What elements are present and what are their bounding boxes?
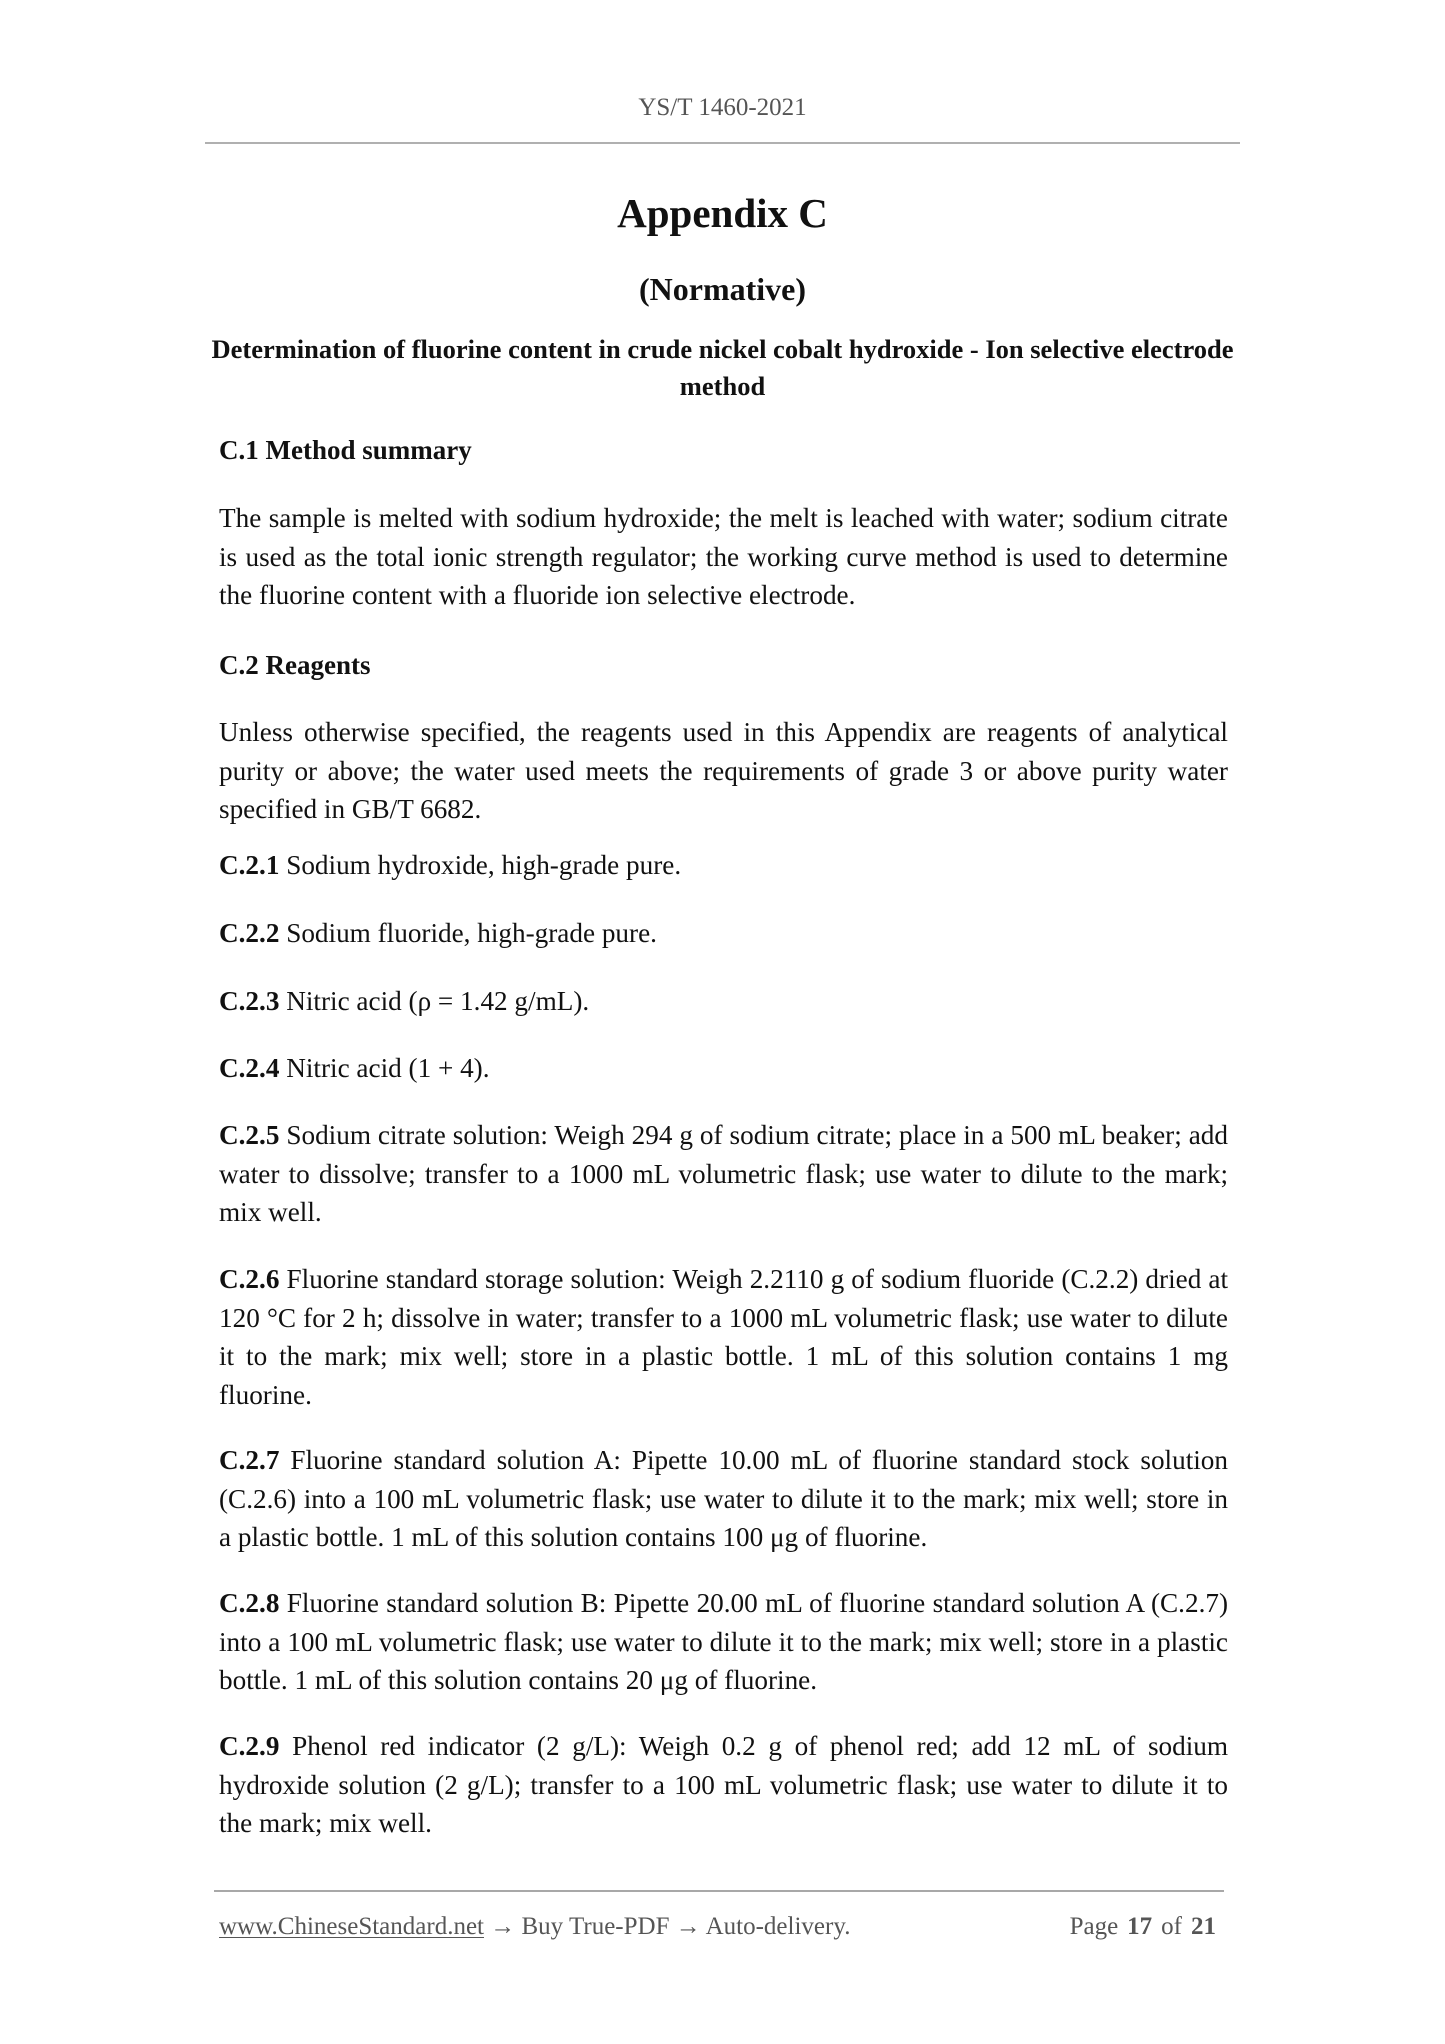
reagent-item [219,1260,1228,1414]
reagent-text: Fluorine standard solution B: Pipette 20.00 mL of fluorine standard solution A (C.2.7) into a 100 mL volumetric flask; use water to dilute it to the mark; mix well; store in a plastic bottle. 1 mL of this solution contains 20 μg of fluorine. [219,1588,1229,1696]
reagent-item [219,1116,1228,1232]
footer-divider [214,1890,1224,1892]
reagent-number: C.2.6 [219,1264,280,1294]
arrow-right-icon: → [675,1913,701,1940]
reagent-item [219,846,1228,885]
reagent-number: C.2.1 [219,850,280,880]
reagent-number: C.2.9 [219,1731,280,1761]
reagent-number: C.2.7 [219,1445,280,1475]
reagent-text: Sodium hydroxide, high-grade pure. [286,850,682,880]
website-link[interactable]: www.ChineseStandard.net [219,1913,484,1940]
footer-promo [219,1911,850,1943]
section-heading-c1: C.1 Method summary [219,435,472,465]
reagent-text: Sodium citrate solution: Weigh 294 g of sodium citrate; place in a 500 mL beaker; add water to dissolve; transfer to a 1000 mL volumetric flask; use water to dilute to the mark; mix well. [219,1120,1228,1228]
appendix-subtitle: Determination of fluorine content in crude nickel cobalt hydroxide - Ion selective electrode method [211,334,1234,401]
section-heading-c2: C.2 Reagents [219,650,371,680]
reagent-number: C.2.4 [219,1053,280,1083]
reagent-number: C.2.2 [219,918,280,948]
page-label: Page [1069,1913,1119,1940]
current-page: 17 [1127,1913,1153,1940]
reagent-item [219,1727,1228,1843]
running-header: YS/T 1460-2021 [638,94,807,121]
arrow-right-icon: → [490,1913,516,1940]
reagent-item [219,1441,1228,1557]
header-divider [205,142,1240,144]
reagent-text: Phenol red indicator (2 g/L): Weigh 0.2 g of phenol red; add 12 mL of sodium hydroxide solution (2 g/L); transfer to a 100 mL volumetric flask; use water to dilute it to the mark; mix well. [219,1731,1229,1839]
normative-label: (Normative) [638,271,807,307]
reagent-number: C.2.8 [219,1588,280,1618]
reagent-text: Fluorine standard solution A: Pipette 10.00 mL of fluorine standard stock solution (C.2.6) into a 100 mL volumetric flask; use water to dilute it to the mark; mix well; store in a plastic bottle. 1 mL of this solution contains 100 μg of fluorine. [219,1445,1228,1553]
reagent-text: Fluorine standard storage solution: Weigh 2.2110 g of sodium fluoride (C.2.2) dried at 120 °C for 2 h; dissolve in water; transfer to a 1000 mL volumetric flask; use water to dilute it to the mark; mix well; store in a plastic bottle. 1 mL of this solution contains 1 mg fluorine. [219,1264,1229,1410]
reagent-text: Nitric acid (1 + 4). [286,1053,490,1083]
section-body-c2: Unless otherwise specified, the reagents used in this Appendix are reagents of analytical purity or above; the water used meets the requirements of grade 3 or above purity water specified in GB/T 6682. [219,717,1228,825]
reagent-item [219,982,1228,1021]
reagent-text: Nitric acid (ρ = 1.42 g/mL). [286,986,590,1016]
delivery-text: Auto-delivery. [705,1913,851,1940]
reagent-item [219,1049,1228,1088]
reagent-number: C.2.5 [219,1120,280,1150]
section-body-c1: The sample is melted with sodium hydroxide; the melt is leached with water; sodium citrate is used as the total ionic strength regulator; the working curve method is used to determine the fluorine content with a fluoride ion selective electrode. [219,503,1228,611]
of-label: of [1161,1913,1182,1940]
reagent-item [219,1584,1228,1700]
buy-text: Buy True-PDF [521,1913,670,1940]
reagent-number: C.2.3 [219,986,280,1016]
appendix-title: Appendix C [617,190,828,236]
reagent-item [219,914,1228,953]
reagent-text: Sodium fluoride, high-grade pure. [286,918,657,948]
page-number [1070,1911,1216,1943]
total-pages: 21 [1191,1913,1216,1940]
